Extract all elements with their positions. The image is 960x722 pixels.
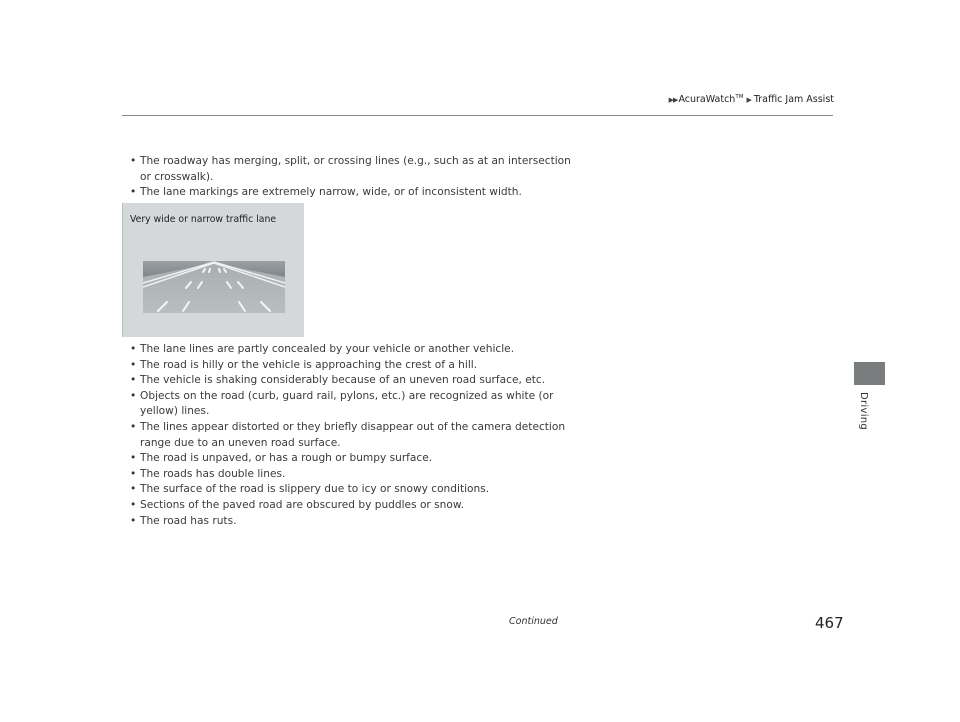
- section-tab-marker: [854, 362, 885, 385]
- bullet-list-top: [130, 154, 590, 201]
- list-item: • The lines appear distorted or they briefly disappear out of the camera detection range due to an uneven road surface.: [130, 420, 590, 451]
- page-number: 467: [815, 614, 844, 632]
- list-item: • The road is hilly or the vehicle is approaching the crest of a hill.: [130, 358, 590, 374]
- header-divider: [122, 115, 833, 116]
- breadcrumb-item-traffic-jam-assist: Traffic Jam Assist: [753, 94, 834, 105]
- list-item: • The road is unpaved, or has a rough or bumpy surface.: [130, 451, 590, 467]
- list-item: • The lane markings are extremely narrow, wide, or of inconsistent width.: [130, 185, 590, 201]
- arrow-icon: ▶: [746, 95, 751, 104]
- figure-caption: Very wide or narrow traffic lane: [130, 214, 277, 225]
- continued-note: Continued: [509, 616, 558, 627]
- list-item: • Sections of the paved road are obscured by puddles or snow.: [130, 498, 590, 514]
- list-item: • The surface of the road is slippery due to icy or snowy conditions.: [130, 482, 590, 498]
- illustration-panel: [122, 203, 304, 337]
- bullet-list-bottom: [130, 342, 590, 529]
- list-item: • The road has ruts.: [130, 514, 590, 530]
- breadcrumb: [669, 94, 834, 105]
- list-item: • The vehicle is shaking considerably because of an uneven road surface, etc.: [130, 373, 590, 389]
- list-item: • The roadway has merging, split, or crossing lines (e.g., such as at an intersection or crosswalk).: [130, 154, 590, 185]
- section-label: Driving: [858, 392, 869, 431]
- list-item: • The roads has double lines.: [130, 467, 590, 483]
- double-arrow-icon: ▶▶: [668, 95, 678, 104]
- list-item: • The lane lines are partly concealed by your vehicle or another vehicle.: [130, 342, 590, 358]
- list-item: • Objects on the road (curb, guard rail, pylons, etc.) are recognized as white (or yellow) lines.: [130, 389, 590, 420]
- wide-traffic-lane-illustration: [143, 261, 285, 313]
- breadcrumb-item-acurawatch: AcuraWatch™: [678, 94, 744, 105]
